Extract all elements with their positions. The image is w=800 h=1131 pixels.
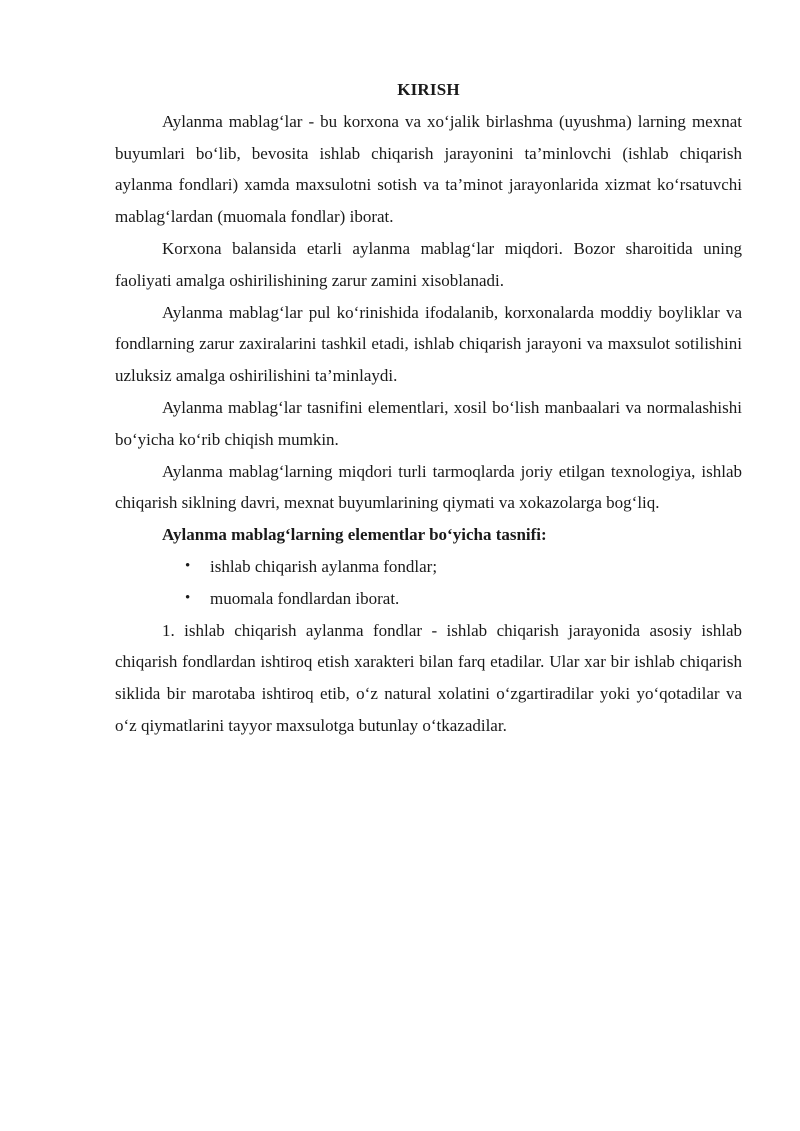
paragraph: Aylanma mablag‘lar - bu korxona va xo‘jalik birlashma (uyushma) larning mexnat buyumlari bo‘lib, bevosita ishlab chiqarish jarayonini ta’minlovchi (ishlab chiqarish aylanma fondlari) xamda maxsulotni sotish va ta’minot jarayonlarida xizmat ko‘rsatuvchi mablag‘lardan (muomala fondlar) iborat. xyxy=(115,111,742,227)
bullet-list xyxy=(115,551,742,615)
document-body xyxy=(115,74,742,742)
list-item-text: ishlab chiqarish aylanma fondlar; xyxy=(210,556,438,576)
bullet-icon: • xyxy=(185,557,191,574)
list-item-text: muomala fondlardan iborat. xyxy=(210,588,400,608)
paragraph: Korxona balansida etarli aylanma mablag‘lar miqdori. Bozor sharoitida uning faoliyati amalga oshirilishining zarur zamini xisoblanadi. xyxy=(115,238,742,290)
document-title: KIRISH xyxy=(397,80,460,99)
paragraph: Aylanma mablag‘lar pul ko‘rinishida ifodalanib, korxonalarda moddiy boyliklar va fondlarning zarur zaxiralarini tashkil etadi, ishlab chiqarish jarayoni va maxsulot sotilishini uzluksiz amalga oshirilishini ta’minlaydi. xyxy=(115,302,742,386)
paragraph: 1. ishlab chiqarish aylanma fondlar - ishlab chiqarish jarayonida asosiy ishlab chiqarish fondlardan ishtiroq etish xarakteri bilan farq etadilar. Ular xar bir ishlab chiqarish siklida bir marotaba ishtiroq etib, o‘z natural xolatini o‘zgartiradilar yoki yo‘qotadilar va o‘z qiymatlarini tayyor maxsulotga butunlay o‘tkazadilar. xyxy=(115,620,742,735)
list-item xyxy=(115,583,742,615)
bullet-icon: • xyxy=(185,589,191,606)
list-item xyxy=(115,551,742,583)
paragraph: Aylanma mablag‘larning miqdori turli tarmoqlarda joriy etilgan texnologiya, ishlab chiqarish siklning davri, mexnat buyumlarining qiymati va xokazolarga bog‘liq. xyxy=(115,461,742,513)
section-subheading: Aylanma mablag‘larning elementlar bo‘yicha tasnifi: xyxy=(162,525,547,545)
paragraph: Aylanma mablag‘lar tasnifini elementlari, xosil bo‘lish manbaalari va normalashishi bo‘yicha ko‘rib chiqish mumkin. xyxy=(115,397,742,449)
